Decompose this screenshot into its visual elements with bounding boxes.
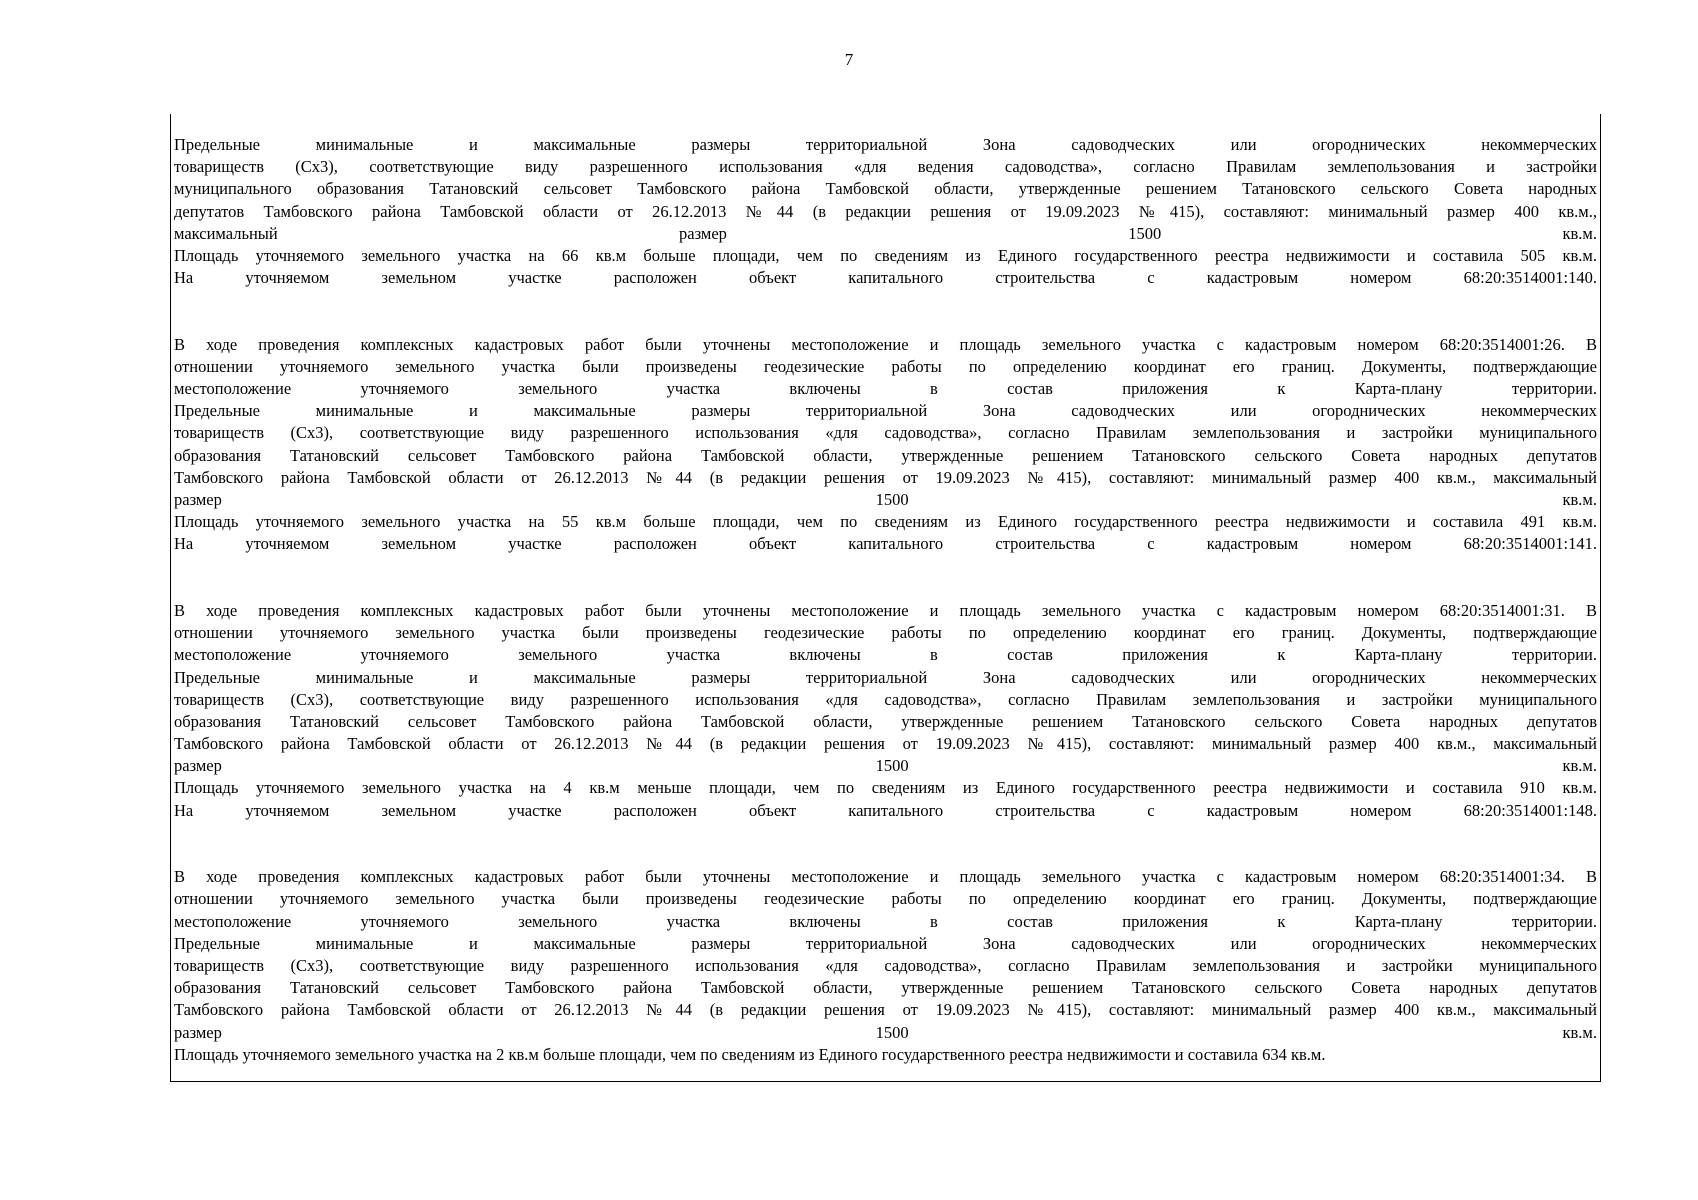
text-line: На уточняемом земельном участке расположен объект капитального строительства с кадастровым номером 68:20:3514001:140. [174, 268, 1597, 288]
text-line: Тамбовского района Тамбовской области от 26.12.2013 №44 (в редакции решения от 19.09.2023 №415), составляют: минимальный размер 400 кв.м., максимальный [174, 734, 1597, 754]
text-line: отношении уточняемого земельного участка были произведены геодезические работы по определению координат его границ. Документы, подтверждающие [174, 356, 1597, 376]
text-section [174, 600, 1597, 822]
text-line: Предельные минимальные и максимальные размеры территориальной Зона садоводческих или огороднических некоммерческих [174, 933, 1597, 953]
text-line: отношении уточняемого земельного участка были произведены геодезические работы по определению координат его границ. Документы, подтверждающие [174, 889, 1597, 909]
text-line: Тамбовского района Тамбовской области от 26.12.2013 №44 (в редакции решения от 19.09.2023 №415), составляют: минимальный размер 400 кв.м., максимальный [174, 467, 1597, 487]
text-line: товариществ (Сх3), соответствующие виду разрешенного использования «для садоводства», согласно Правилам землепользования и застройки муниципального [174, 689, 1597, 709]
text-line: Предельные минимальные и максимальные размеры территориальной Зона садоводческих или огороднических некоммерческих [174, 135, 1597, 154]
text-line: Предельные минимальные и максимальные размеры территориальной Зона садоводческих или огороднических некоммерческих [174, 667, 1597, 687]
page-number: 7 [844, 50, 854, 69]
text-line: образования Татановский сельсовет Тамбовского района Тамбовской области, утвержденные решением Татановского сельского Совета народных депутатов [174, 978, 1597, 998]
text-section [174, 334, 1597, 556]
text-line: местоположение уточняемого земельного участка включены в состав приложения к Карта-плану территории. [174, 645, 1597, 665]
text-line: отношении уточняемого земельного участка были произведены геодезические работы по определению координат его границ. Документы, подтверждающие [174, 623, 1597, 643]
text-line: местоположение уточняемого земельного участка включены в состав приложения к Карта-плану территории. [174, 911, 1597, 931]
text-section [174, 866, 1597, 1066]
text-line: образования Татановский сельсовет Тамбовского района Тамбовской области, утвержденные решением Татановского сельского Совета народных депутатов [174, 711, 1597, 731]
document-body [174, 134, 1597, 1066]
text-line: Площадь уточняемого земельного участка на 4 кв.м меньше площади, чем по сведениям из Единого государственного реестра недвижимости и составила 910 кв.м. [174, 778, 1597, 798]
text-line: муниципального образования Татановский сельсовет Тамбовского района Тамбовской области, утвержденные решением Татановского сельского Совета народных [174, 179, 1597, 199]
text-line: На уточняемом земельном участке расположен объект капитального строительства с кадастровым номером 68:20:3514001:148. [174, 800, 1597, 820]
text-line: Тамбовского района Тамбовской области от 26.12.2013 №44 (в редакции решения от 19.09.2023 №415), составляют: минимальный размер 400 кв.м., максимальный [174, 1000, 1597, 1020]
text-section [174, 134, 1597, 289]
text-line: депутатов Тамбовского района Тамбовской области от 26.12.2013 №44 (в редакции решения от 19.09.2023 №415), составляют: минимальный размер 400 кв.м., [174, 201, 1597, 221]
text-frame [170, 114, 1601, 1082]
text-line: Площадь уточняемого земельного участка на 55 кв.м больше площади, чем по сведениям из Единого государственного реестра недвижимости и составила 491 кв.м. [174, 512, 1597, 532]
text-line: На уточняемом земельном участке расположен объект капитального строительства с кадастровым номером 68:20:3514001:141. [174, 534, 1597, 554]
text-line: местоположение уточняемого земельного участка включены в состав приложения к Карта-плану территории. [174, 379, 1597, 399]
text-line: Площадь уточняемого земельного участка на 66 кв.м больше площади, чем по сведениям из Единого государственного реестра недвижимости и составила 505 кв.м. [174, 245, 1597, 265]
text-line: размер 1500 кв.м. [174, 756, 1597, 776]
text-line: товариществ (Сх3), соответствующие виду разрешенного использования «для садоводства», согласно Правилам землепользования и застройки муниципального [174, 955, 1597, 975]
text-line: Площадь уточняемого земельного участка на 2 кв.м больше площади, чем по сведениям из Единого государственного реестра недвижимости и составила 634 кв.м. [174, 1044, 1326, 1064]
text-line: товариществ (Сх3), соответствующие виду разрешенного использования «для ведения садоводства», согласно Правилам землепользования и застройки [174, 157, 1597, 177]
text-line: максимальный размер 1500 кв.м. [174, 223, 1597, 243]
text-line: образования Татановский сельсовет Тамбовского района Тамбовской области, утвержденные решением Татановского сельского Совета народных депутатов [174, 445, 1597, 465]
text-line: размер 1500 кв.м. [174, 490, 1597, 510]
text-line: товариществ (Сх3), соответствующие виду разрешенного использования «для садоводства», согласно Правилам землепользования и застройки муниципального [174, 423, 1597, 443]
text-line: В ходе проведения комплексных кадастровых работ были уточнены местоположение и площадь земельного участка с кадастровым номером 68:20:3514001:26. В [174, 334, 1597, 354]
text-line: В ходе проведения комплексных кадастровых работ были уточнены местоположение и площадь земельного участка с кадастровым номером 68:20:3514001:31. В [174, 600, 1597, 620]
text-line: размер 1500 кв.м. [174, 1022, 1597, 1042]
text-line: В ходе проведения комплексных кадастровых работ были уточнены местоположение и площадь земельного участка с кадастровым номером 68:20:3514001:34. В [174, 867, 1597, 887]
text-line: Предельные минимальные и максимальные размеры территориальной Зона садоводческих или огороднических некоммерческих [174, 401, 1597, 421]
